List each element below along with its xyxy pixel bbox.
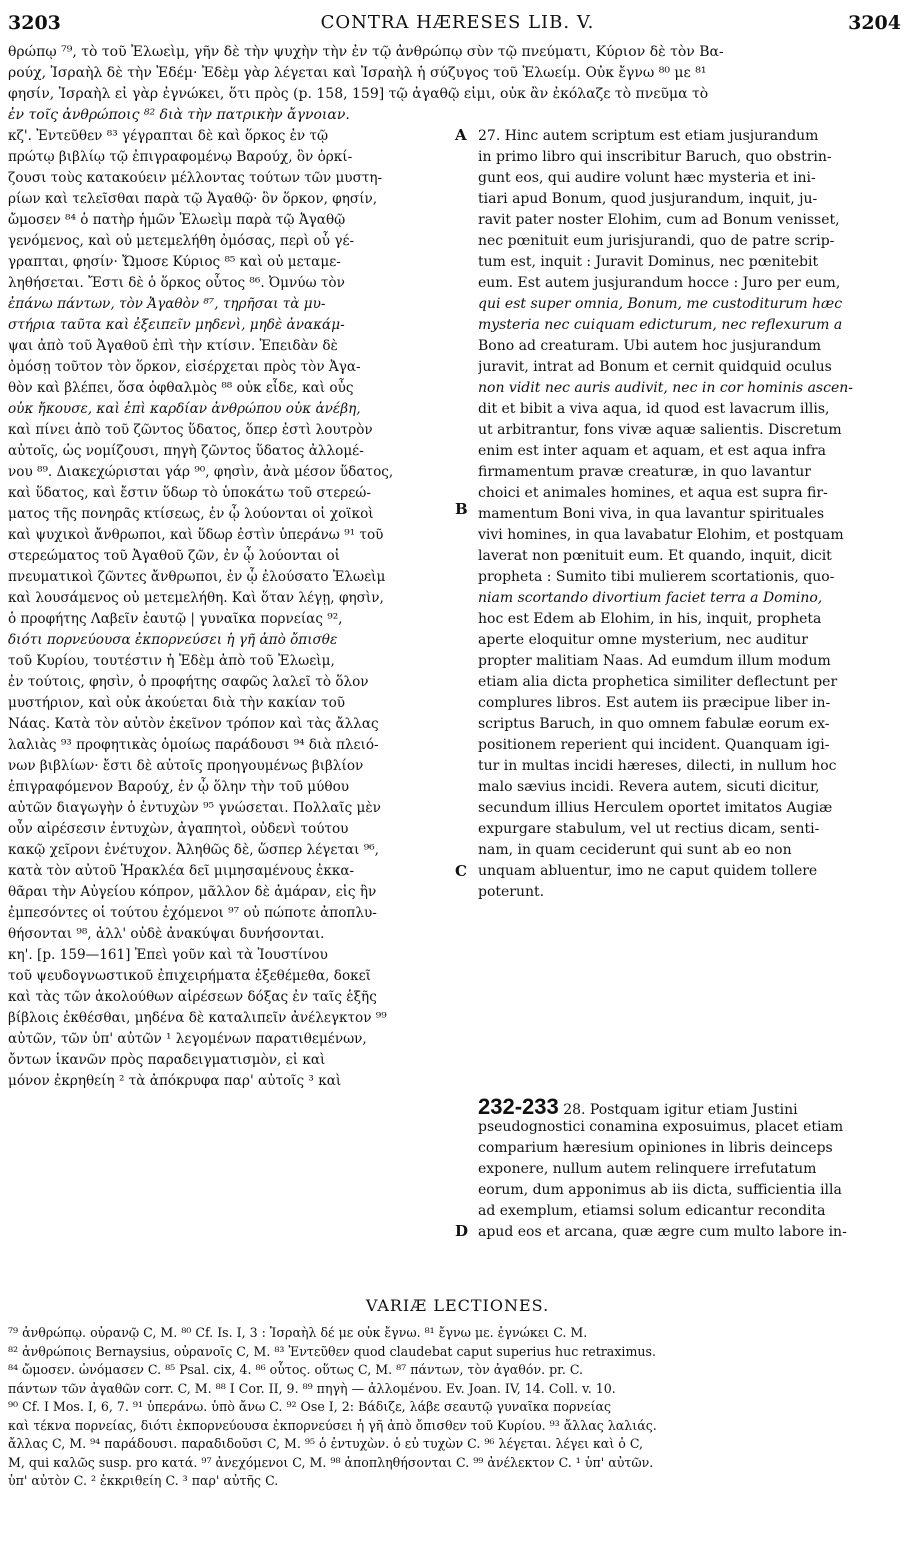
text-line: στερεώματος τοῦ Ἀγαθοῦ ζῶν, ἐν ᾧ λούονται οἱ xyxy=(8,548,340,564)
intro-text xyxy=(8,42,903,126)
text-line: apud eos et arcana, quæ ægre cum multo labore in- xyxy=(478,1224,847,1240)
text-line: comparium hæresium opiniones in libris deinceps xyxy=(478,1140,833,1156)
text-line: niam scortando divortium faciet terra a Domino, xyxy=(478,590,823,606)
column-number: 232-233 xyxy=(478,1096,559,1117)
text-line: ravit pater noster Elohim, cum ad Bonum venisset, xyxy=(478,212,840,228)
text-line: Bono ad creaturam. Ubi autem hoc jusjurandum xyxy=(478,338,822,354)
text-line: choici et animales homines, et aqua est supra fir- xyxy=(478,485,828,501)
text-line: νου ⁸⁹. Διακεχώρισται γάρ ⁹⁰, φησὶν, ἀνὰ μέσον ὕδατος, xyxy=(8,464,394,480)
text-line: ληθήσεται. Ἔστι δὲ ὁ ὅρκος οὗτος ⁸⁶. Ὀμνύω τὸν xyxy=(8,275,345,291)
text-line: καὶ ὕδατος, καὶ ἔστιν ὕδωρ τὸ ὑποκάτω τοῦ στερεώ- xyxy=(8,485,371,501)
note-line: ⁸² ἀνθρώποις Bernaysius, οὐρανοῖς C, M. ⁸³ Ἐντεῦθεν quod claudebat caput superius huc retraximus. xyxy=(8,1343,656,1359)
text-line: ut arbitrantur, fons vivæ aquæ salientis. Discretum xyxy=(478,422,842,438)
note-line: ⁸⁴ ὤμοσεν. ὠνόμασεν C. ⁸⁵ Psal. cix, 4. ⁸⁶ οὗτος. οὕτως C, M. ⁸⁷ πάντων, τὸν ἀγαθόν. pr. C. xyxy=(8,1362,584,1377)
text-line: ad exemplum, etiamsi solum edicantur recondita xyxy=(478,1203,826,1219)
text-line: nam, in quam ceciderunt qui sunt ab eo non xyxy=(478,842,792,858)
page-number-right: 3204 xyxy=(848,12,901,34)
text-line: nec pœnituit eum jurisjurandi, quo de patre scrip- xyxy=(478,233,835,249)
text-line: κατὰ τὸν αὐτοῦ Ἡρακλέα δεῖ μιμησαμένους ἐκκα- xyxy=(8,863,355,879)
text-line: τοῦ Κυρίου, τουτέστιν ἡ Ἐδὲμ ἀπὸ τοῦ Ἐλωεὶμ, xyxy=(8,653,335,669)
text-line: μυστήριον, καὶ οὐκ ἀκούεται διὰ τὴν κακίαν τοῦ xyxy=(8,695,346,711)
text-line: eorum, dum apponimus ab iis dicta, sufficientia illa xyxy=(478,1182,842,1198)
text-line: tur in multas incidi hæreses, dilecti, in nullum hoc xyxy=(478,758,837,774)
text-line: exponere, nullum autem relinquere irrefutatum xyxy=(478,1161,817,1177)
text-line: 28. Postquam igitur etiam Justini xyxy=(563,1102,798,1117)
text-line: μόνον ἐκρηθείη ² τὰ ἀπόκρυφα παρ' αὐτοῖς ³ καὶ xyxy=(8,1073,342,1089)
text-line: vivi homines, in qua lavabatur Elohim, et postquam xyxy=(478,527,844,543)
text-line: καὶ λουσάμενος οὐ μετεμελήθη. Καὶ ὅταν λέγῃ, φησὶν, xyxy=(8,590,384,606)
text-line: αὐτῶν διαγωγὴν ὁ ἐντυχὼν ⁹⁵ γνώσεται. Πολλαῖς μὲν xyxy=(8,800,381,816)
text-line: ἐν τούτοις, φησὶν, ὁ προφήτης σαφῶς λαλεῖ τὸ ὅλον xyxy=(8,674,369,690)
note-line: καὶ τέκνα πορνείας, διότι ἐκπορνεύουσα ἐκπορνεύσει ἡ γῆ ἀπὸ ὄπισθεν τοῦ Κυρίου. ⁹³ ἄλλας λαλιάς. xyxy=(8,1417,657,1433)
text-line: qui est super omnia, Bonum, me custoditurum hæc xyxy=(478,296,843,312)
text-line: κζ'. Ἐντεῦθεν ⁸³ γέγραπται δὲ καὶ ὅρκος ἐν τῷ xyxy=(8,128,329,144)
text-line: ἐν τοῖς ἀνθρώποις ⁸² διὰ τὴν πατρικὴν ἄγνοιαν. xyxy=(8,107,350,123)
text-line: πρώτῳ βιβλίῳ τῷ ἐπιγραφομένῳ Βαρούχ, ὃν ὁρκί- xyxy=(8,149,353,165)
note-line: ἄλλας C, M. ⁹⁴ παράδουσι. παραδιδοῦσι C, M. ⁹⁵ ὁ ἐντυχὼν. ὁ εὐ τυχὼν C. ⁹⁶ λέγεται. λέγει καὶ ὁ C, xyxy=(8,1436,644,1451)
text-line: θρώπῳ ⁷⁹, τὸ τοῦ Ἐλωεὶμ, γῆν δὲ τὴν ψυχὴν τὴν ἐν τῷ ἀνθρώπῳ σὺν τῷ πνεύματι, Κύριον δὲ τὸν Βα- xyxy=(8,44,724,60)
text-line: οὖν αἱρέσεσιν ἐντυχὼν, ἀγαπητοὶ, οὐδενὶ τούτου xyxy=(8,821,349,837)
text-line: secundum illius Herculem oportet imitatos Augiæ xyxy=(478,800,833,816)
text-line: στήρια ταῦτα καὶ ἐξειπεῖν μηδενὶ, μηδὲ ἀνακάμ- xyxy=(8,317,345,333)
text-line: καὶ ψυχικοὶ ἄνθρωποι, καὶ ὕδωρ ἐστὶν ὑπεράνω ⁹¹ τοῦ xyxy=(8,527,384,543)
page-header xyxy=(0,12,915,40)
text-line: φησίν, Ἰσραὴλ εἰ γὰρ ἐγνώκει, ὅτι πρὸς (p. 158, 159] τῷ ἀγαθῷ εἰμι, οὐκ ἂν ἐκόλαζε τὸ πνεῦμα τὸ xyxy=(8,86,709,102)
text-line: pseudognostici conamina exposuimus, placet etiam xyxy=(478,1119,844,1135)
text-line: αὐτῶν, τῶν ὑπ' αὐτῶν ¹ λεγομένων παρατιθεμένων, xyxy=(8,1031,367,1047)
text-line: aperte eloquitur omne mysterium, nec auditur xyxy=(478,632,808,648)
text-line: poterunt. xyxy=(478,884,545,900)
text-line: θὸν καὶ βλέπει, ὅσα ὀφθαλμὸς ⁸⁸ οὐκ εἶδε, καὶ οὖς xyxy=(8,380,354,396)
text-line: tiari apud Bonum, quod jusjurandum, inquit, ju- xyxy=(478,191,818,207)
text-line: βίβλοις ἐκθέσθαι, μηδένα δὲ καταλιπεῖν ἀνέλεγκτον ⁹⁹ xyxy=(8,1010,387,1026)
text-line: unquam abluentur, imo ne caput quidem tollere xyxy=(478,863,818,879)
text-line: dit et bibit a viva aqua, id quod est lavacrum illis, xyxy=(478,401,830,417)
text-line: καὶ τὰς τῶν ἀκολούθων αἱρέσεων δόξας ἐν ταῖς ἑξῆς xyxy=(8,989,377,1005)
section-marker-a: A xyxy=(455,126,467,144)
text-line: ὀμόσῃ τοῦτον τὸν ὅρκον, εἰσέρχεται πρὸς τὸν Ἀγα- xyxy=(8,359,361,375)
text-line: θᾶραι τὴν Αὐγείου κόπρον, μᾶλλον δὲ ἀμάραν, εἰς ἣν xyxy=(8,884,377,900)
text-line: positionem reperient qui incident. Quanquam igi- xyxy=(478,737,830,753)
note-line: ὑπ' αὐτὸν C. ² ἐκκριθείη C. ³ παρ' αὐτῆς C. xyxy=(8,1473,279,1488)
note-line: ⁹⁰ Cf. I Mos. I, 6, 7. ⁹¹ ὑπεράνω. ὑπὸ ἄνω C. ⁹² Ose I, 2: Βάδιζε, λάβε σεαυτῷ γυναῖκα πορνείας xyxy=(8,1399,612,1414)
section-marker-b: B xyxy=(455,500,468,518)
text-line: propheta : Sumito tibi mulierem scortationis, quo- xyxy=(478,569,835,585)
text-line: ψαι ἀπὸ τοῦ Ἀγαθοῦ ἐπὶ τὴν κτίσιν. Ἐπειδὰν δὲ xyxy=(8,338,338,354)
text-line: gunt eos, qui audire volunt hæc mysteria et ini- xyxy=(478,170,816,186)
section-marker-d: D xyxy=(455,1222,469,1240)
text-line: expurgare stabulum, vel ut rectius dicam, senti- xyxy=(478,821,820,837)
text-line: κακῷ χεῖρονι ἐνέτυχον. Ἀληθῶς δὲ, ὥσπερ λέγεται ⁹⁶, xyxy=(8,842,379,858)
text-line: ἐπιγραφόμενον Βαρούχ, ἐν ᾧ ὅλην τὴν τοῦ μύθου xyxy=(8,779,350,795)
text-line: in primo libro qui inscribitur Baruch, quo obstrin- xyxy=(478,149,832,165)
latin-section-28 xyxy=(478,1096,903,1243)
text-line: καὶ πίνει ἀπὸ τοῦ ζῶντος ὕδατος, ὅπερ ἐστὶ λουτρὸν xyxy=(8,422,373,438)
text-line: eum. Est autem jusjurandum hocce : Juro per eum, xyxy=(478,275,841,291)
text-line: οὐκ ἤκουσε, καὶ ἐπὶ καρδίαν ἀνθρώπου οὐκ ἀνέβη, xyxy=(8,401,361,417)
text-line: ρούχ, Ἰσραὴλ δὲ τὴν Ἐδέμ· Ἐδὲμ γὰρ λέγεται καὶ Ἰσραὴλ ἡ σύζυγος τοῦ Ἐλωείμ. Οὐκ ἔγνω ⁸⁰ με ⁸¹ xyxy=(8,65,707,81)
text-line: enim est inter aquam et aquam, et est aqua infra xyxy=(478,443,826,459)
text-line: αὐτοῖς, ὡς νομίζουσι, πηγὴ ζῶντος ὕδατος ἀλλομέ- xyxy=(8,443,364,459)
text-line: firmamentum pravæ creaturæ, in quo lavantur xyxy=(478,464,811,480)
text-line: ὁ προφήτης Λαβεῖν ἑαυτῷ | γυναῖκα πορνείας ⁹², xyxy=(8,611,343,627)
variae-lectiones-heading: VARIÆ LECTIONES. xyxy=(365,1296,550,1315)
text-line: 27. Hinc autem scriptum est etiam jusjurandum xyxy=(478,128,819,144)
text-line: διότι πορνεύουσα ἐκπορνεύσει ἡ γῆ ἀπὸ ὄπισθε xyxy=(8,632,338,648)
text-line: tum est, inquit : Juravit Dominus, nec pœnitebit xyxy=(478,254,819,270)
text-line: κη'. [p. 159—161] Ἐπεὶ γοῦν καὶ τὰ Ἰουστίνου xyxy=(8,947,328,963)
text-line: γραπται, φησίν· Ὤμοσε Κύριος ⁸⁵ καὶ οὐ μεταμε- xyxy=(8,254,341,270)
text-line: ἐπάνω πάντων, τὸν Ἀγαθὸν ⁸⁷, τηρῆσαι τὰ μυ- xyxy=(8,296,326,312)
note-line: πάντων τῶν ἀγαθῶν corr. C, M. ⁸⁸ I Cor. II, 9. ⁸⁹ πηγὴ — ἀλλομένου. Ev. Joan. IV, 14. Coll. v. 10. xyxy=(8,1380,616,1396)
text-line: λαλιὰς ⁹³ προφητικὰς ὁμοίως παράδουσι ⁹⁴ διὰ πλειό- xyxy=(8,737,379,753)
text-line: hoc est Edem ab Elohim, in his, inquit, propheta xyxy=(478,611,822,627)
note-line: M, qui καλῶς susp. pro κατά. ⁹⁷ ἀνεχόμενοι C, M. ⁹⁸ ἀποπληθήσονται C. ⁹⁹ ἀνέλεκτον C. ¹ ὑπ' αὐτῶν. xyxy=(8,1454,654,1470)
text-line: γενόμενος, καὶ οὐ μετεμελήθη ὀμόσας, περὶ οὗ γέ- xyxy=(8,233,355,249)
text-line: Νάας. Κατὰ τὸν αὐτὸν ἐκεῖνον τρόπον καὶ τὰς ἄλλας xyxy=(8,716,379,732)
text-line: mamentum Boni viva, in qua lavantur spirituales xyxy=(478,506,825,522)
text-line: mysteria nec cuiquam edicturum, nec reflexurum a xyxy=(478,317,843,333)
text-line: complures libros. Est autem iis præcipue liber in- xyxy=(478,695,831,711)
section-marker-c: C xyxy=(455,862,467,880)
text-line: ἐμπεσόντες οἱ τούτου ἐχόμενοι ⁹⁷ οὐ πώποτε ἀποπλυ- xyxy=(8,905,377,921)
text-line: propter malitiam Naas. Ad eumdum illum modum xyxy=(478,653,831,669)
text-line: scriptus Baruch, in quo omnem fabulæ eorum ex- xyxy=(478,716,830,732)
text-line: πνευματικοὶ ζῶντες ἄνθρωποι, ἐν ᾧ ἐλούσατο Ἐλωεὶμ xyxy=(8,569,386,585)
text-line: juravit, intrat ad Bonum et cernit quidquid oculus xyxy=(478,359,832,375)
latin-column xyxy=(478,126,903,903)
variae-lectiones xyxy=(8,1324,903,1491)
text-line: ὤμοσεν ⁸⁴ ὁ πατὴρ ἡμῶν Ἐλωεὶμ παρὰ τῷ Ἀγαθῷ xyxy=(8,212,346,228)
text-line: laverat non pœnituit eum. Et quando, inquit, dicit xyxy=(478,548,832,564)
text-line: etiam alia dicta prophetica similiter deflectunt per xyxy=(478,674,838,690)
text-line: ματος τῆς πονηρᾶς κτίσεως, ἐν ᾧ λούονται οἱ χοϊκοὶ xyxy=(8,506,374,522)
note-line: ⁷⁹ ἀνθρώπῳ. οὐρανῷ C, M. ⁸⁰ Cf. Is. I, 3 : Ἰσραὴλ δέ με οὐκ ἔγνω. ⁸¹ ἔγνω με. ἐγνώκει C. M. xyxy=(8,1325,588,1340)
running-title: CONTRA HÆRESES LIB. V. xyxy=(320,12,595,33)
greek-column xyxy=(8,126,450,1092)
text-line: malo sævius incidi. Revera autem, sicuti dicitur, xyxy=(478,779,820,795)
text-line: ὄντων ἱκανῶν πρὸς παραδειγματισμὸν, εἰ καὶ xyxy=(8,1052,326,1068)
text-line: νων βιβλίων· ἔστι δὲ αὐτοῖς προηγουμένως βιβλίον xyxy=(8,758,364,774)
text-line: ρίων καὶ τελεῖσθαι παρὰ τῷ Ἀγαθῷ· ὃν ὅρκον, φησίν, xyxy=(8,191,378,207)
text-line: non vidit nec auris audivit, nec in cor hominis ascen- xyxy=(478,380,853,396)
text-line: τοῦ ψευδογνωστικοῦ ἐπιχειρήματα ἐξεθέμεθα, δοκεῖ xyxy=(8,968,372,984)
page-number-left: 3203 xyxy=(8,12,61,34)
text-line: ζουσι τοὺς κατακούειν μέλλοντας τούτων τῶν μυστη- xyxy=(8,170,383,186)
text-line: θήσονται ⁹⁸, ἀλλ' οὐδὲ ἀνακύψαι δυνήσονται. xyxy=(8,926,325,942)
